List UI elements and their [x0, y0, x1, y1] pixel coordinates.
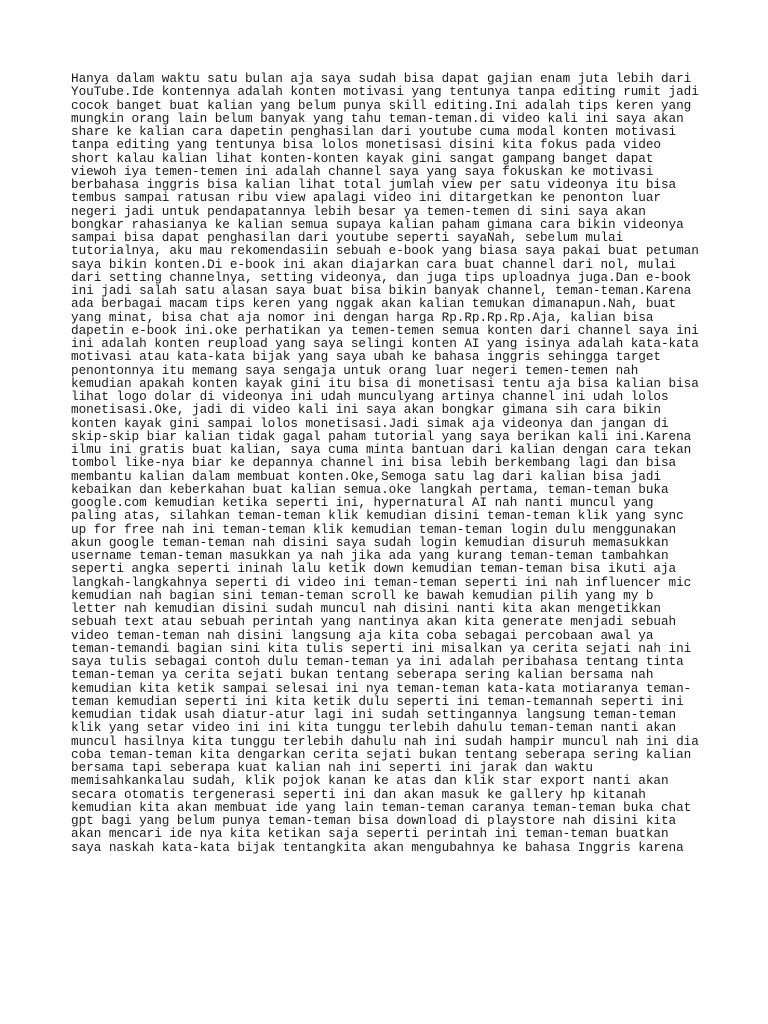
text-line: muncul hasilnya kita tunggu terlebih dahulu nah ini sudah hampir muncul nah ini dia	[71, 733, 699, 749]
text-line: negeri jadi untuk pendapatannya lebih besar ya temen-temen di sini saya akan	[71, 203, 646, 219]
text-line: cocok banget buat kalian yang belum punya skill editing.Ini adalah tips keren yang	[71, 97, 692, 113]
text-line: bongkar rahasianya ke kalian semua supaya kalian paham gimana cara bikin videonya	[71, 216, 684, 232]
text-line: ada berbagai macam tips keren yang nggak akan kalian temukan dimanapun.Nah, buat	[71, 296, 677, 312]
text-line: penontonnya itu memang saya sengaja untuk orang luar negeri temen-temen nah	[71, 362, 639, 378]
text-line: skip-skip biar kalian tidak gagal paham tutorial yang saya berikan kali ini.Karena	[71, 428, 692, 444]
text-line: kemudian kita akan membuat ide yang lain teman-teman caranya teman-teman buka chat	[71, 799, 692, 815]
text-line: video teman-teman nah disini langsung aja kita coba sebagai percobaan awal ya	[71, 627, 654, 643]
text-line: kemudian tidak usah diatur-atur lagi ini sudah settingannya langsung teman-teman	[71, 707, 677, 722]
text-line: akun google teman-teman nah disini saya sudah login kemudian disuruh memasukkan	[71, 534, 669, 550]
text-line: saya bikin konten.Di e-book ini akan diajarkan cara buat channel dari nol, mulai	[71, 256, 677, 272]
text-line: lihat logo dolar di videonya ini udah munculyang artinya channel ini udah lolos	[71, 389, 669, 404]
text-line: mungkin orang lain belum banyak yang tahu teman-teman.di video kali ini saya akan	[71, 110, 684, 126]
text-line: short kalau kalian lihat konten-konten kayak gini sangat gampang banget dapat	[71, 150, 654, 166]
text-line: ilmu ini gratis buat kalian, saya cuma minta bantuan dari kalian dengan cara tekan	[71, 442, 692, 457]
text-line: secara otomatis tergenerasi seperti ini dan akan masuk ke gallery hp kitanah	[71, 786, 646, 802]
text-line: motivasi atau kata-kata bijak yang saya ubah ke bahasa inggris sehingga target	[71, 349, 661, 365]
text-line: dari setting channelnya, setting videonya, dan juga tips uploadnya juga.Dan e-book	[71, 269, 692, 285]
text-line: kemudian kita ketik sampai selesai ini nya teman-teman kata-kata motiaranya teman-	[71, 680, 692, 696]
text-line: tombol like-nya biar ke depannya channel ini bisa lebih berkembang lagi dan bisa	[71, 455, 677, 471]
text-line: viewoh iya temen-temen ini adalah channel saya yang saya fokuskan ke motivasi	[71, 163, 654, 179]
text-line: ini adalah konten reupload yang saya selingi konten AI yang isinya adalah kata-kata	[71, 336, 699, 351]
text-line: Hanya dalam waktu satu bulan aja saya sudah bisa dapat gajian enam juta lebih dari	[71, 71, 692, 86]
text-line: bersama tapi seberapa kuat kalian nah ini seperti ini jarak dan waktu	[71, 760, 593, 775]
text-line: tembus sampai ratusan ribu view apalagi video ini ditargetkan ke penonton luar	[71, 190, 661, 206]
text-line: klik yang setar video ini ini kita tunggu terlebih dahulu teman-teman nanti akan	[71, 720, 677, 736]
text-line: akan mencari ide nya kita ketikan saja seperti perintah ini teman-teman buatkan	[71, 826, 669, 842]
text-line: sebuah text atau sebuah perintah yang nantinya akan kita generate menjadi sebuah	[71, 614, 677, 630]
text-line: letter nah kemudian disini sudah muncul nah disini nanti kita akan mengetikkan	[71, 601, 661, 616]
text-line: kemudian apakah konten kayak gini itu bisa di monetisasi tentu aja bisa kalian bisa	[71, 375, 699, 391]
text-line: up for free nah ini teman-teman klik kemudian teman-teman login dulu menggunakan	[71, 521, 677, 537]
text-line: gpt bagi yang belum punya teman-teman bisa download di playstore nah disini kita	[71, 813, 677, 828]
text-line: yang minat, bisa chat aja nomor ini dengan harga Rp.Rp.Rp.Rp.Aja, kalian bisa	[71, 309, 654, 325]
text-line: YouTube.Ide kontennya adalah konten motivasi yang tentunya tanpa editing rumit jadi	[71, 84, 699, 100]
text-line: seperti angka seperti ininah lalu ketik down kemudian teman-teman bisa ikuti aja	[71, 561, 677, 577]
text-line: share ke kalian cara dapetin penghasilan dari youtube cuma modal konten motivasi	[71, 124, 677, 139]
text-line: konten kayak gini sampai lolos monetisasi.Jadi simak aja videonya dan jangan di	[71, 415, 669, 431]
text-line: coba teman-teman kita dengarkan cerita sejati bukan tentang seberapa sering kalian	[71, 746, 692, 762]
text-line: langkah-langkahnya seperti di video ini teman-teman seperti ini nah influencer mic	[71, 574, 692, 590]
text-line: memisahkankalau sudah, klik pojok kanan ke atas dan klik star export nanti akan	[71, 773, 669, 789]
text-line: membantu kalian dalam membuat konten.Oke,Semoga satu lag dari kalian bisa jadi	[71, 468, 661, 484]
text-line: username teman-teman masukkan ya nah jika ada yang kurang teman-teman tambahkan	[71, 548, 669, 563]
body-text	[71, 72, 701, 854]
text-line: dapetin e-book ini.oke perhatikan ya temen-temen semua konten dari channel saya ini	[71, 322, 699, 338]
text-line: saya tulis sebagai contoh dulu teman-teman ya ini adalah peribahasa tentang tinta	[71, 654, 684, 669]
text-line: berbahasa inggris bisa kalian lihat total jumlah view per satu videonya itu bisa	[71, 177, 677, 192]
text-line: monetisasi.Oke, jadi di video kali ini saya akan bongkar gimana sih cara bikin	[71, 402, 661, 418]
text-line: tutorialnya, aku mau rekomendasiin sebuah e-book yang biasa saya pakai buat petuman	[71, 243, 699, 259]
text-line: teman kemudian seperti ini kita ketik dulu seperti ini teman-temannah seperti ini	[71, 693, 684, 709]
text-line: ini jadi salah satu alasan saya buat bisa bikin banyak channel, teman-teman.Karena	[71, 283, 692, 298]
text-line: teman-temandi bagian sini kita tulis seperti ini misalkan ya cerita sejati nah ini	[71, 640, 692, 656]
text-line: saya naskah kata-kata bijak tentangkita akan mengubahnya ke bahasa Inggris karena	[71, 839, 684, 855]
text-line: paling atas, silahkan teman-teman klik kemudian disini teman-teman klik yang sync	[71, 508, 684, 524]
text-line: sampai bisa dapat penghasilan dari youtube seperti sayaNah, sebelum mulai	[71, 230, 624, 245]
text-line: tanpa editing yang tentunya bisa lolos monetisasi disini kita fokus pada video	[71, 137, 661, 153]
text-line: kebaikan dan keberkahan buat kalian semua.oke langkah pertama, teman-teman buka	[71, 481, 669, 497]
text-line: kemudian nah bagian sini teman-teman scroll ke bawah kemudian pilih yang my b	[71, 587, 654, 603]
text-line: google.com kemudian ketika seperti ini, hypernatural AI nah nanti muncul yang	[71, 495, 654, 510]
text-line: teman-teman ya cerita sejati bukan tentang seberapa sering kalian bersama nah	[71, 667, 654, 683]
